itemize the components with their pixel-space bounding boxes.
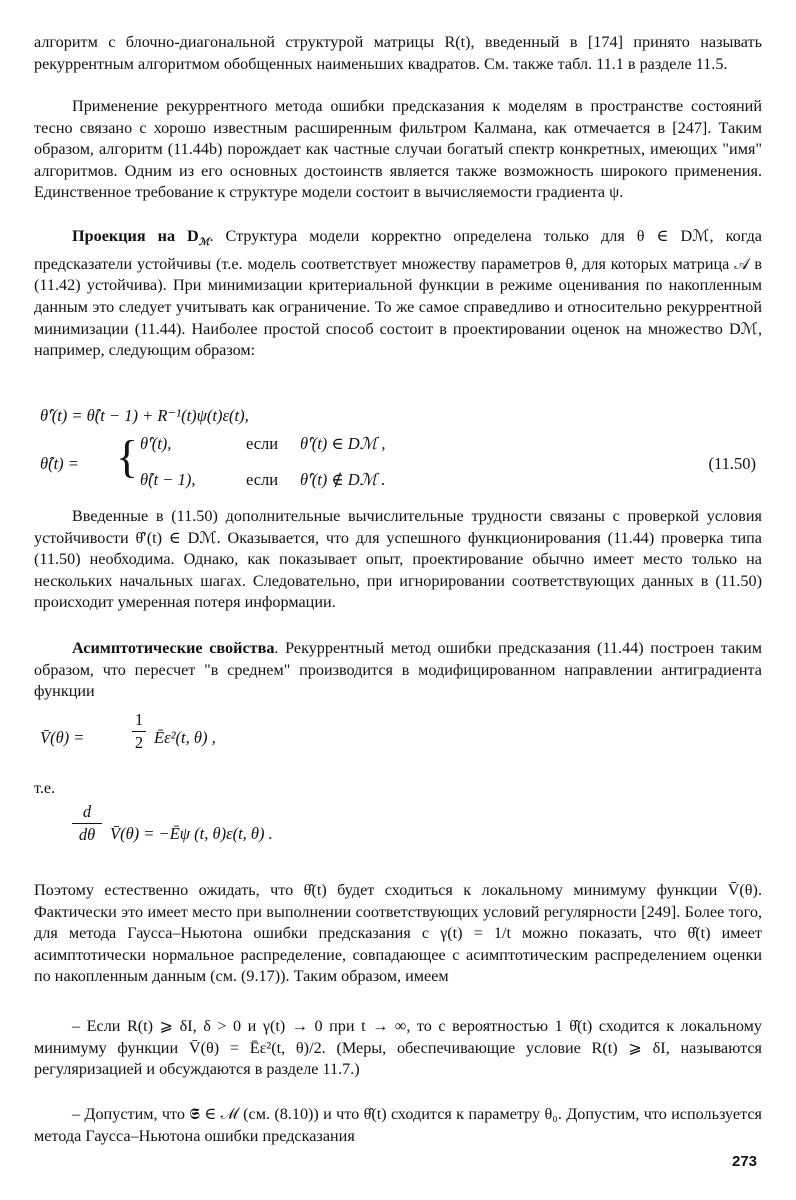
eq3-fraction-den: dθ [78,825,96,844]
paragraph-8: – Допустим, что 𝕾 ∈ ℳ (см. (8.10)) и что θ̂(t) сходится к параметру θ₀. Допустим, что используется метода Гаусса–Ньютона ошибки предсказания [34,1105,762,1145]
eq1-case2-cond: θ̂′(t) ∉ Dℳ . [300,470,386,489]
eq2-fraction [132,710,146,753]
section-heading-projection: Проекция на D [72,227,199,245]
eq1-case1-expr: θ̂′(t), [140,434,172,453]
eq2-rhs: Ēε²(t, θ) , [154,728,216,747]
eq3-rhs: V̄(θ) = −Ēψ (t, θ)ε(t, θ) . [110,824,273,843]
section-heading-asymptotic: Асимптотические свойства [72,639,275,657]
paragraph-3-body: . Структура модели корректно определена только для θ ∈ Dℳ, когда предсказатели устойчивы (т.е. модель соответствует множеству параметров θ, для которых матрица 𝒜 в (11.42) устойчива). При минимизации критериальной функции в режиме оценивания по накопленным данным это следует учитывать как ограничение. То же самое справедливо и относительно рекуррентной минимизации (11.44). Наиболее простой способ состоит в проектировании оценок на множество Dℳ, например, следующим образом: [34,227,762,360]
paragraph-5 [34,638,762,703]
equation-number: (11.50) [708,454,756,473]
paragraph-6: Поэтому естественно ожидать, что θ̂(t) будет сходиться к локальному минимуму функции V̄(θ). Фактически это имеет место при выполнении соответствующих условий регулярности [249]. Более того, для метода Гаусса–Ньютона ошибки предсказания с γ(t) = 1/t можно показать, что θ̂(t) имеет асимптотически нормальное распределение, совпадающее с асимптотическим распределением оценки по накопленным данным (см. (9.17)). Таким образом, имеем [34,881,762,986]
eq2-lhs: V̄(θ) = [40,728,85,747]
paragraph-4: Введенные в (11.50) дополнительные вычислительные трудности связаны с проверкой условия устойчивости θ̂′(t) ∈ Dℳ. Оказывается, что для успешного функционирования (11.44) проверка типа (11.50) необходима. Однако, как показывает опыт, проектирование обычно имеет место только на нескольких начальных шагах. Следовательно, при игнорировании соответствующих данных в (11.50) происходит умеренная потеря информации. [34,507,762,612]
eq1-case2-expr: θ̂(t − 1), [140,470,196,489]
eq2-fraction-den: 2 [134,733,144,752]
paragraph-3 [34,226,762,362]
eq1-lhs: θ̂(t) = [40,454,79,473]
page-number: 273 [732,1153,758,1170]
paragraph-7: – Если R(t) ⩾ δI, δ > 0 и γ(t) → 0 при t → ∞, то с вероятностью 1 θ̂(t) сходится к локальному минимуму функции V̄(θ) = Ēε²(t, θ)/2. (Меры, обеспечивающие условие R(t) ⩾ δI, называются регуляризацией и обсуждаются в разделе 11.7.) [34,1017,762,1079]
eq1-case1-cond-word: если [246,434,279,453]
eq1-line1: θ̂′(t) = θ̂(t − 1) + R⁻¹(t)ψ(t)ε(t), [40,406,249,425]
eq2-fraction-num: 1 [134,710,144,729]
equation-11-50 [34,406,762,516]
eq3-fraction [72,802,102,845]
paragraph-5-body: . Рекуррентный метод ошибки предсказания (11.44) построен таким образом, что пересчет "в среднем" производится в модифицированном направлении антиградиента функции [34,639,762,701]
paragraph-2: Применение рекуррентного метода ошибки предсказания к моделям в пространстве состояний тесно связано с хорошо известным расширенным фильтром Калмана, как отмечается в [247]. Таким образом, алгоритм (11.44b) порождает как частные случаи богатый спектр конкретных, имеющих "имя" алгоритмов. Одним из его основных достоинств является также возможность широкого применения. Единственное требование к структуре модели состоит в вычисляемости градиента ψ. [34,97,762,202]
paragraph-1: алгоритм с блочно-диагональной структурой матрицы R(t), введенный в [174] принято называть рекуррентным алгоритмом обобщенных наименьших квадратов. См. также табл. 11.1 в разделе 11.5. [34,33,762,73]
eq1-case1-cond: θ̂′(t) ∈ Dℳ , [300,434,386,453]
equation-gradient [34,802,762,868]
section-heading-projection-sub: ℳ [198,237,210,249]
equation-criterion [34,710,762,770]
eq1-brace: { [116,431,139,482]
eq3-fraction-num: d [82,802,92,821]
te-label: т.е. [34,779,56,797]
eq1-case2-cond-word: если [246,470,279,489]
